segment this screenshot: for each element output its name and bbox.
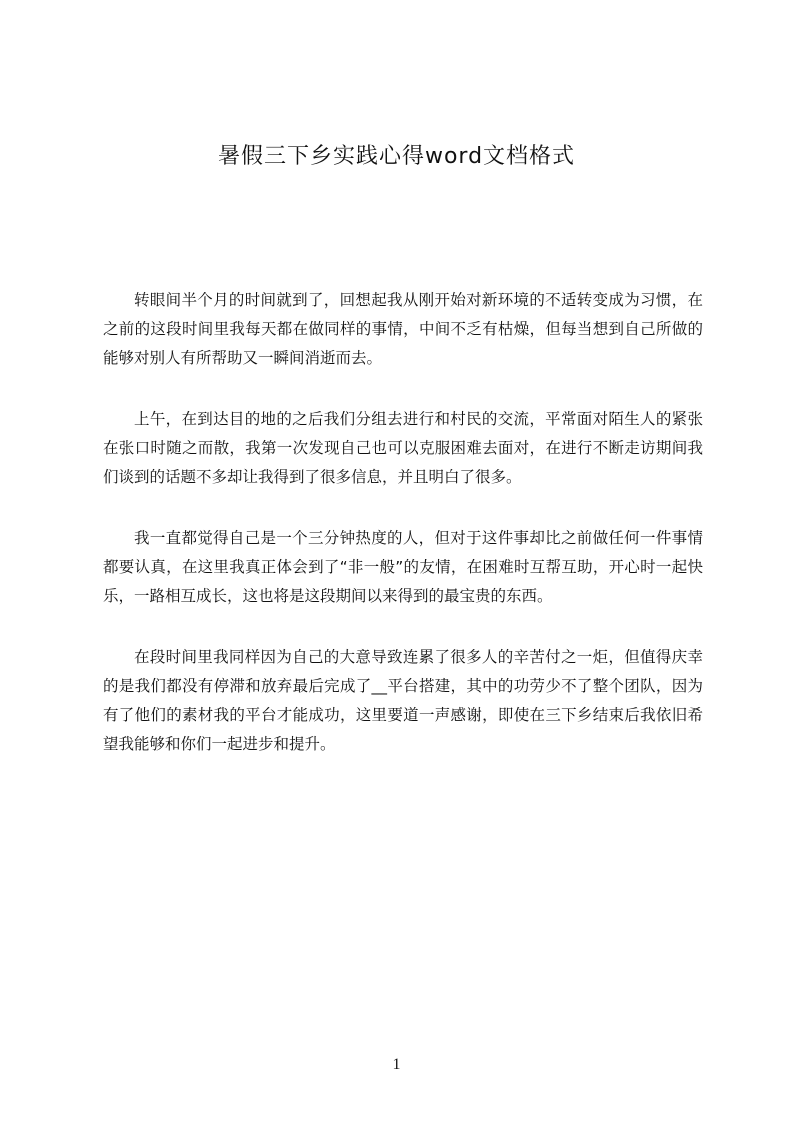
page-title: 暑假三下乡实践心得word文档格式 [217,144,576,169]
document-body [103,286,703,791]
page-number: 1 [392,1056,401,1073]
paragraph-1: 转眼间半个月的时间就到了，回想起我从刚开始对新环境的不适转变成为习惯，在之前的这段时间里我每天都在做同样的事情，中间不乏有枯燥，但每当想到自己所做的能够对别人有所帮助又一瞬间消逝而去。 [103,291,703,367]
paragraph-2: 上午，在到达目的地的之后我们分组去进行和村民的交流，平常面对陌生人的紧张在张口时随之而散，我第一次发现自己也可以克服困难去面对，在进行不断走访期间我们谈到的话题不多却让我得到了很多信息，并且明白了很多。 [103,410,703,486]
paragraph-3: 我一直都觉得自己是一个三分钟热度的人，但对于这件事却比之前做任何一件事情都要认真，在这里我真正体会到了“非一般”的友情，在困难时互帮互助，开心时一起快乐，一路相互成长，这也将是这段期间以来得到的最宝贵的东西。 [103,529,703,605]
paragraph-4: 在段时间里我同样因为自己的大意导致连累了很多人的辛苦付之一炬，但值得庆幸的是我们都没有停滞和放弃最后完成了__平台搭建，其中的功劳少不了整个团队，因为有了他们的素材我的平台才能成功，这里要道一声感谢，即使在三下乡结束后我依旧希望我能够和你们一起进步和提升。 [103,648,703,753]
